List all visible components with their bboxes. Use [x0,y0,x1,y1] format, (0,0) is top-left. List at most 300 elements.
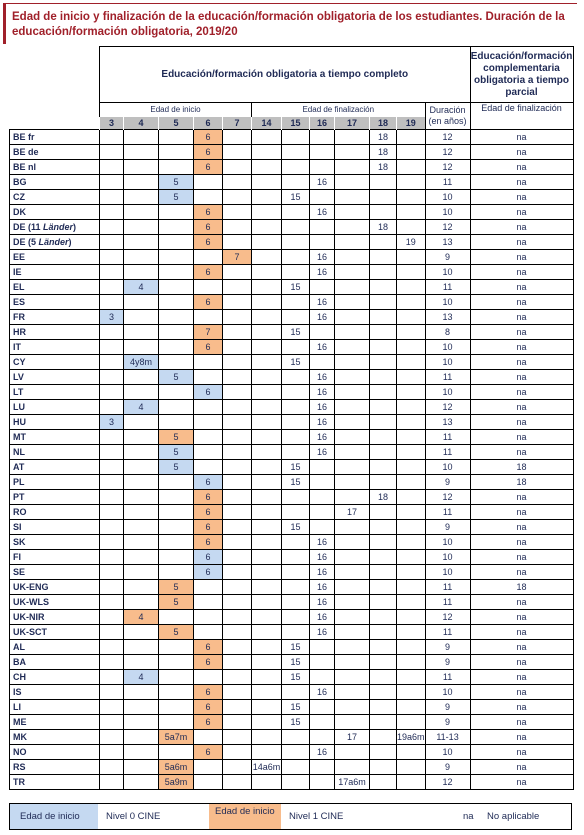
empty-cell [335,280,370,295]
end-age-cell: 16 [310,265,335,280]
country-code: TR [10,775,100,790]
empty-cell [159,340,194,355]
empty-cell [223,145,252,160]
country-code: UK-NIR [10,610,100,625]
empty-cell [335,355,370,370]
pt-end-age-cell: na [470,235,573,250]
empty-cell [124,760,159,775]
country-code: EL [10,280,100,295]
empty-cell [100,190,124,205]
empty-cell [223,745,252,760]
empty-cell [335,715,370,730]
legend [9,803,572,830]
empty-cell [223,580,252,595]
pt-end-age-cell: na [470,355,573,370]
start-age-cell: 6 [194,130,223,145]
empty-cell [100,265,124,280]
end-age-cell: 17a6m [335,775,370,790]
empty-cell [159,250,194,265]
duration-cell: 9 [425,700,470,715]
empty-cell [397,295,426,310]
empty-cell [124,250,159,265]
empty-cell [159,550,194,565]
empty-cell [370,235,397,250]
empty-cell [310,460,335,475]
empty-cell [100,175,124,190]
start-age-col-header: 6 [194,117,223,130]
empty-cell [252,565,282,580]
empty-cell [370,670,397,685]
pt-end-age-cell: na [470,445,573,460]
empty-cell [159,205,194,220]
empty-cell [252,775,282,790]
empty-cell [282,445,310,460]
table-row [10,250,574,265]
empty-cell [335,295,370,310]
start-age-cell: 6 [194,535,223,550]
country-code: CZ [10,190,100,205]
empty-cell [159,310,194,325]
empty-cell [194,370,223,385]
table-row [10,655,574,670]
end-age-cell: 15 [282,700,310,715]
empty-cell [335,220,370,235]
empty-cell [335,325,370,340]
empty-cell [252,265,282,280]
pt-end-age-cell: na [470,595,573,610]
empty-cell [370,310,397,325]
empty-cell [223,700,252,715]
empty-cell [223,355,252,370]
empty-cell [223,235,252,250]
empty-cell [223,430,252,445]
empty-cell [335,700,370,715]
empty-cell [124,595,159,610]
empty-cell [397,175,426,190]
end-age-col-header: 18 [370,117,397,130]
empty-cell [335,250,370,265]
pt-end-age-cell: 18 [470,460,573,475]
empty-cell [194,445,223,460]
empty-cell [100,130,124,145]
start-age-cell: 7 [194,325,223,340]
empty-cell [223,640,252,655]
duration-cell: 11 [425,280,470,295]
empty-cell [335,655,370,670]
table-row [10,670,574,685]
empty-cell [100,760,124,775]
start-age-cell: 6 [194,490,223,505]
empty-cell [335,310,370,325]
empty-cell [335,190,370,205]
empty-cell [100,505,124,520]
empty-cell [124,550,159,565]
start-age-cell: 5a9m [159,775,194,790]
duration-cell: 12 [425,610,470,625]
empty-cell [223,160,252,175]
education-table [9,46,574,790]
empty-cell [100,445,124,460]
end-age-cell: 19a6m [397,730,426,745]
empty-cell [397,160,426,175]
empty-cell [252,385,282,400]
empty-cell [223,325,252,340]
empty-cell [252,250,282,265]
end-age-cell: 16 [310,685,335,700]
empty-cell [335,610,370,625]
duration-cell: 11 [425,580,470,595]
empty-cell [124,130,159,145]
empty-cell [282,415,310,430]
empty-cell [124,730,159,745]
empty-cell [335,445,370,460]
table-row [10,295,574,310]
empty-cell [282,220,310,235]
start-age-cell: 6 [194,160,223,175]
empty-cell [100,460,124,475]
end-age-cell: 18 [370,130,397,145]
empty-cell [223,655,252,670]
start-age-cell: 6 [194,505,223,520]
empty-cell [335,415,370,430]
empty-cell [100,670,124,685]
empty-cell [310,160,335,175]
table-row [10,505,574,520]
start-age-cell: 6 [194,475,223,490]
end-age-cell: 16 [310,430,335,445]
duration-cell: 11 [425,595,470,610]
empty-cell [100,295,124,310]
empty-cell [100,775,124,790]
empty-cell [194,460,223,475]
empty-cell [252,280,282,295]
empty-cell [282,505,310,520]
table-row [10,145,574,160]
empty-cell [100,355,124,370]
empty-cell [282,730,310,745]
empty-cell [124,715,159,730]
empty-cell [124,565,159,580]
pt-end-age-cell: na [470,175,573,190]
start-age-cell: 6 [194,550,223,565]
duration-cell: 11 [425,430,470,445]
pt-end-age-cell: na [470,430,573,445]
empty-cell [282,625,310,640]
empty-cell [252,520,282,535]
table-row [10,265,574,280]
empty-cell [252,475,282,490]
duration-cell: 12 [425,160,470,175]
empty-cell [252,445,282,460]
empty-cell [282,250,310,265]
empty-cell [370,565,397,580]
empty-cell [252,460,282,475]
country-code: PL [10,475,100,490]
legend-na-key: na [463,811,474,822]
table-row [10,715,574,730]
empty-cell [282,340,310,355]
empty-cell [159,220,194,235]
empty-cell [252,340,282,355]
end-age-cell: 16 [310,445,335,460]
part-time-header: Educación/formación complementaria obligatoria a tiempo parcial [470,47,573,103]
empty-cell [397,640,426,655]
end-age-col-header: 14 [252,117,282,130]
empty-cell [223,385,252,400]
table-row [10,430,574,445]
table-row [10,775,574,790]
empty-cell [397,445,426,460]
country-code: BE fr [10,130,100,145]
duration-cell: 11-13 [425,730,470,745]
end-age-cell: 16 [310,610,335,625]
end-age-cell: 16 [310,580,335,595]
empty-cell [252,730,282,745]
country-code: RS [10,760,100,775]
empty-cell [100,565,124,580]
empty-cell [252,220,282,235]
empty-cell [100,280,124,295]
empty-cell [223,415,252,430]
empty-cell [370,610,397,625]
empty-cell [159,670,194,685]
empty-cell [223,610,252,625]
empty-cell [397,715,426,730]
empty-cell [194,310,223,325]
pt-end-age-cell: na [470,130,573,145]
empty-cell [252,505,282,520]
empty-cell [194,250,223,265]
duration-cell: 13 [425,415,470,430]
empty-cell [370,640,397,655]
empty-cell [397,685,426,700]
empty-cell [282,595,310,610]
empty-cell [397,505,426,520]
end-age-cell: 16 [310,385,335,400]
empty-cell [124,265,159,280]
empty-cell [397,625,426,640]
document-title: Edad de inicio y finalización de la educación/formación obligatoria de los estudiantes. Duración de la educación/formación obligatoria, 2019/20 [12,11,565,38]
country-code: FI [10,550,100,565]
empty-cell [124,235,159,250]
table-row [10,550,574,565]
empty-cell [159,685,194,700]
end-age-cell: 18 [370,220,397,235]
duration-cell: 12 [425,145,470,160]
empty-cell [397,325,426,340]
end-age-cell: 15 [282,670,310,685]
empty-cell [310,505,335,520]
start-age-cell: 4y8m [124,355,159,370]
empty-cell [252,580,282,595]
empty-cell [100,205,124,220]
pt-end-age-cell: na [470,610,573,625]
empty-cell [100,640,124,655]
country-code: CH [10,670,100,685]
empty-cell [159,655,194,670]
empty-cell [397,385,426,400]
end-age-cell: 17 [335,505,370,520]
empty-cell [282,580,310,595]
empty-cell [310,325,335,340]
empty-cell [370,280,397,295]
empty-cell [194,355,223,370]
pt-end-age-cell: na [470,340,573,355]
empty-cell [370,445,397,460]
country-code: EE [10,250,100,265]
empty-cell [124,580,159,595]
empty-cell [370,475,397,490]
country-code: DK [10,205,100,220]
duration-cell: 12 [425,775,470,790]
empty-cell [223,625,252,640]
pt-end-age-cell: na [470,685,573,700]
pt-end-age-cell: na [470,715,573,730]
empty-cell [335,670,370,685]
empty-cell [194,730,223,745]
empty-cell [124,685,159,700]
empty-cell [397,250,426,265]
empty-cell [100,655,124,670]
duration-cell: 10 [425,550,470,565]
empty-cell [159,475,194,490]
duration-cell: 9 [425,715,470,730]
table-row [10,370,574,385]
empty-cell [252,655,282,670]
legend-isced0-text: Nivel 0 CINE [106,811,161,822]
end-age-cell: 16 [310,205,335,220]
empty-cell [397,400,426,415]
empty-cell [194,415,223,430]
table-row [10,490,574,505]
empty-cell [252,415,282,430]
pt-end-age-cell: na [470,655,573,670]
empty-cell [335,640,370,655]
empty-cell [310,130,335,145]
empty-cell [252,670,282,685]
empty-cell [100,430,124,445]
empty-cell [159,745,194,760]
empty-cell [370,700,397,715]
pt-end-age-cell: na [470,535,573,550]
empty-cell [310,190,335,205]
start-age-cell: 4 [124,610,159,625]
duration-cell: 9 [425,520,470,535]
end-age-cell: 16 [310,310,335,325]
empty-cell [310,475,335,490]
empty-cell [282,760,310,775]
empty-cell [370,760,397,775]
country-code: MK [10,730,100,745]
empty-cell [223,445,252,460]
end-age-cell: 15 [282,655,310,670]
country-code: ME [10,715,100,730]
empty-cell [397,370,426,385]
start-age-cell: 5 [159,580,194,595]
empty-cell [370,655,397,670]
empty-cell [282,175,310,190]
empty-cell [335,400,370,415]
country-code: BA [10,655,100,670]
country-code: LT [10,385,100,400]
start-age-cell: 6 [194,745,223,760]
country-code: RO [10,505,100,520]
start-age-cell: 5 [159,190,194,205]
empty-cell [370,745,397,760]
pt-end-age-cell: na [470,760,573,775]
pt-end-age-cell: na [470,400,573,415]
empty-cell [282,685,310,700]
pt-end-age-cell: na [470,640,573,655]
pt-end-age-cell: na [470,550,573,565]
end-age-header: Edad de finalización [252,103,426,117]
empty-cell [252,370,282,385]
table-row [10,460,574,475]
pt-end-age-cell: na [470,490,573,505]
empty-cell [397,460,426,475]
start-age-col-header: 4 [124,117,159,130]
empty-cell [124,700,159,715]
start-age-cell: 6 [194,235,223,250]
empty-cell [159,235,194,250]
country-code: PT [10,490,100,505]
empty-cell [397,700,426,715]
start-age-cell: 5a6m [159,760,194,775]
empty-cell [397,550,426,565]
country-code: LV [10,370,100,385]
legend-isced0-swatch: Edad de inicio [10,804,98,829]
table-row [10,520,574,535]
empty-cell [397,475,426,490]
country-code: DE (5 Länder) [10,235,100,250]
empty-cell [124,370,159,385]
empty-cell [335,595,370,610]
empty-cell [223,595,252,610]
empty-cell [370,325,397,340]
empty-cell [335,520,370,535]
country-code: BE de [10,145,100,160]
country-code: NO [10,745,100,760]
country-code: BE nl [10,160,100,175]
empty-cell [370,535,397,550]
empty-cell [310,640,335,655]
table-row [10,565,574,580]
empty-cell [100,535,124,550]
table-row [10,310,574,325]
pt-end-age-cell: na [470,205,573,220]
empty-cell [370,685,397,700]
empty-cell [335,385,370,400]
empty-cell [194,175,223,190]
empty-cell [252,355,282,370]
empty-cell [159,280,194,295]
start-age-cell: 5 [159,460,194,475]
empty-cell [252,235,282,250]
start-age-cell: 6 [194,640,223,655]
empty-cell [310,775,335,790]
empty-cell [223,130,252,145]
empty-cell [310,355,335,370]
duration-cell: 12 [425,400,470,415]
table-row [10,700,574,715]
country-code: CY [10,355,100,370]
empty-cell [159,295,194,310]
pt-end-age-cell: na [470,280,573,295]
empty-cell [252,145,282,160]
pt-end-age-header: Edad de finalización [470,103,573,130]
start-age-cell: 6 [194,145,223,160]
empty-cell [397,535,426,550]
